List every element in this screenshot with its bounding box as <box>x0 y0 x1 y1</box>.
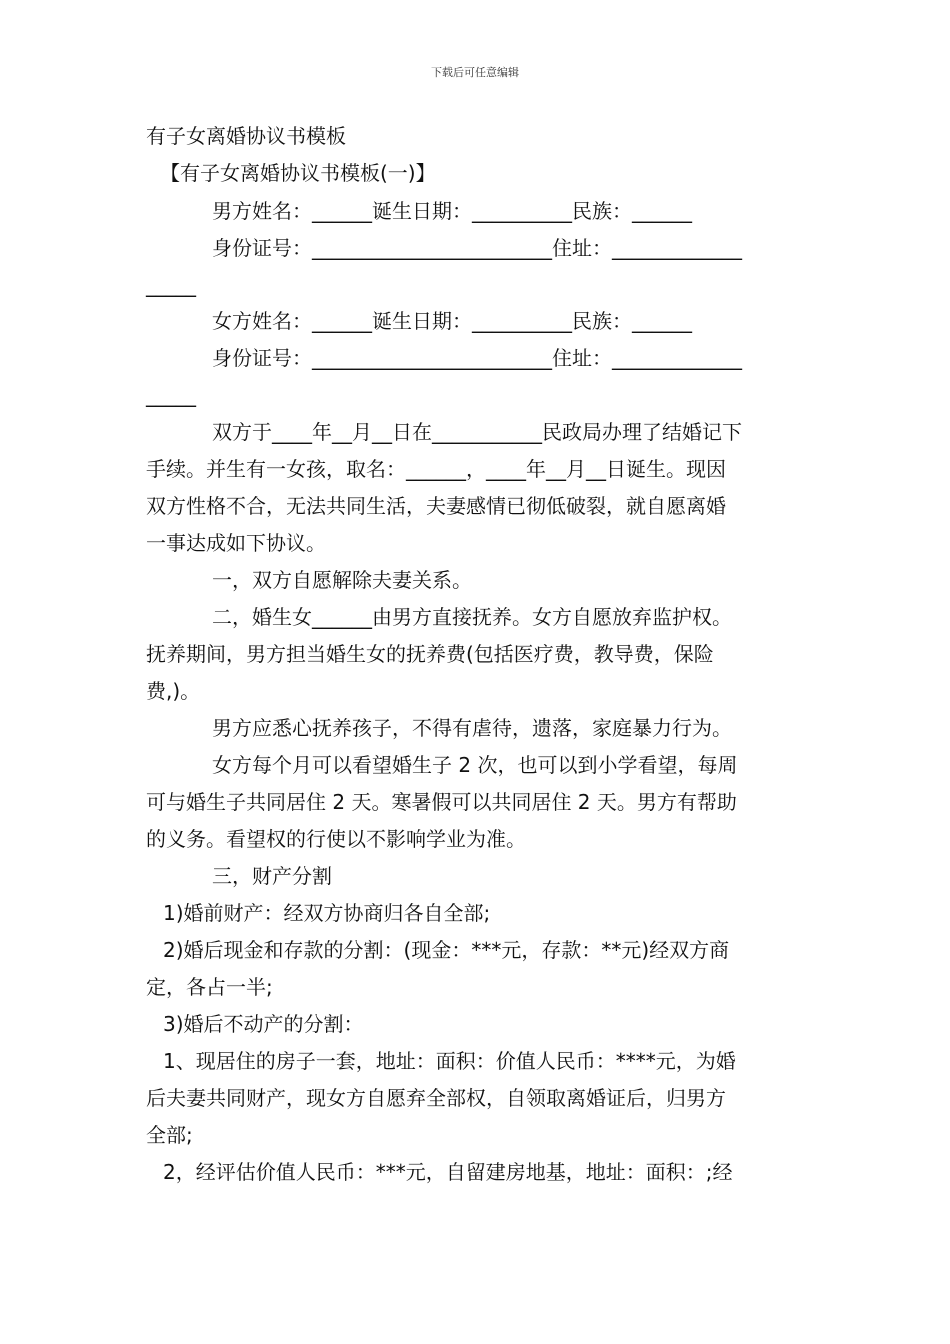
paragraph-line: 一事达成如下协议。 <box>146 531 326 555</box>
paragraph-line: 二，婚生女______由男方直接抚养。女方自愿放弃监护权。 <box>212 605 732 629</box>
document-title: 有子女离婚协议书模板 <box>146 124 346 148</box>
paragraph-line: 可与婚生子共同居住 2 天。寒暑假可以共同居住 2 天。男方有帮助 <box>146 790 737 814</box>
paragraph-line: 后夫妻共同财产，现女方自愿弃全部权，自领取离婚证后，归男方 <box>146 1086 726 1110</box>
paragraph-line: 双方性格不合，无法共同生活，夫妻感情已彻低破裂，就自愿离婚 <box>146 494 726 518</box>
paragraph-line: 身份证号：________________________住址：_____________ <box>212 346 742 370</box>
paragraph-line: 2，经评估价值人民币：***元，自留建房地基，地址：面积：;经 <box>163 1160 733 1184</box>
paragraph-line: 1)婚前财产：经双方协商归各自全部; <box>163 901 491 925</box>
paragraph-line: 手续。并生有一女孩，取名：______，____年__月__日诞生。现因 <box>146 457 726 481</box>
paragraph-line: 的义务。看望权的行使以不影响学业为准。 <box>146 827 526 851</box>
paragraph-line: 抚养期间，男方担当婚生女的抚养费(包括医疗费，教导费，保险 <box>146 642 714 666</box>
document-subtitle: 【有子女离婚协议书模板(一)】 <box>160 161 436 185</box>
paragraph-line: 双方于____年__月__日在___________民政局办理了结婚记下 <box>212 420 742 444</box>
paragraph-line: 1、现居住的房子一套，地址：面积：价值人民币：****元，为婚 <box>163 1049 736 1073</box>
paragraph-line: 三，财产分割 <box>212 864 332 888</box>
paragraph-line: 男方姓名：______诞生日期：__________民族：______ <box>212 199 692 223</box>
paragraph-line: _____ <box>146 273 196 297</box>
paragraph-line: 费,)。 <box>146 679 201 703</box>
paragraph-line: 男方应悉心抚养孩子，不得有虐待，遗落，家庭暴力行为。 <box>212 716 732 740</box>
paragraph-line: 2)婚后现金和存款的分割：(现金：***元，存款：**元)经双方商 <box>163 938 730 962</box>
paragraph-line: 3)婚后不动产的分割： <box>163 1012 364 1036</box>
page-header: 下载后可任意编辑 <box>431 66 519 79</box>
paragraph-line: _____ <box>146 383 196 407</box>
paragraph-line: 全部; <box>146 1123 193 1147</box>
paragraph-line: 定，各占一半; <box>146 975 273 999</box>
paragraph-line: 一，双方自愿解除夫妻关系。 <box>212 568 472 592</box>
paragraph-line: 女方每个月可以看望婚生子 2 次，也可以到小学看望，每周 <box>212 753 738 777</box>
paragraph-line: 女方姓名：______诞生日期：__________民族：______ <box>212 309 692 333</box>
paragraph-line: 身份证号：________________________住址：_____________ <box>212 236 742 260</box>
